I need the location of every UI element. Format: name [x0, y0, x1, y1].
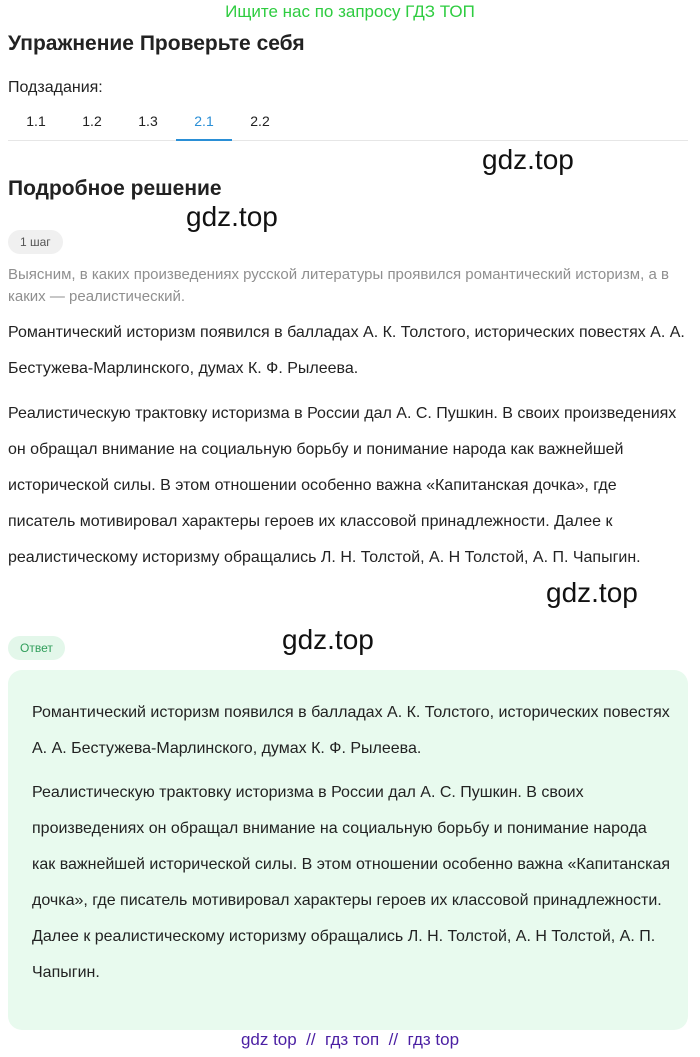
step-badge: 1 шаг [8, 230, 63, 254]
tab-1-1[interactable]: 1.1 [26, 113, 46, 129]
tab-2-1[interactable]: 2.1 [176, 103, 232, 141]
solution-title: Подробное решение [8, 177, 222, 200]
watermark: gdz.top [282, 624, 374, 655]
subtask-tabs [8, 103, 688, 141]
step-hint: Выясним, в каких произведениях русской литературы проявился романтический историзм, а в каких — реалистический. [8, 266, 669, 305]
watermark: gdz.top [186, 201, 278, 232]
solution-paragraph: Реалистическую трактовку историзма в России дал А. С. Пушкин. В своих произведениях он обращал внимание на социальную борьбу и понимание народа как важнейшей исторической силы. В этом отношении особенно важна «Капитанская дочка», где писатель мотивировал характеры героев их классовой принадлежности. Далее к реалистическому историзму обращались Л. Н. Толстой, А. Н Толстой, А. П. Чапыгин. [8, 405, 677, 566]
tab-2-2[interactable]: 2.2 [250, 113, 270, 129]
answer-box [8, 670, 688, 1030]
tab-1-3[interactable]: 1.3 [138, 113, 158, 129]
answer-paragraph: Реалистическую трактовку историзма в России дал А. С. Пушкин. В своих произведениях он обращал внимание на социальную борьбу и понимание народа как важнейшей исторической силы. В этом отношении особенно важна «Капитанская дочка», где писатель мотивировал характеры героев их классовой принадлежности. Далее к реалистическому историзму обращались Л. Н. Толстой, А. Н Толстой, А. П. Чапыгин. [32, 784, 670, 981]
answer-paragraph: Романтический историзм появился в балладах А. К. Толстого, исторических повестях А. А. Бестужева-Марлинского, думах К. Ф. Рылеева. [32, 704, 670, 757]
watermark: gdz.top [546, 577, 638, 608]
footer-links[interactable]: gdz top // гдз топ // гдз top [240, 1030, 460, 1049]
watermark: gdz.top [482, 144, 574, 175]
tab-1-2[interactable]: 1.2 [82, 113, 102, 129]
solution-paragraph: Романтический историзм появился в балладах А. К. Толстого, исторических повестях А. А. Бестужева-Марлинского, думах К. Ф. Рылеева. [8, 324, 685, 377]
top-banner: Ищите нас по запросу ГДЗ ТОП [225, 2, 475, 21]
subtasks-label: Подзадания: [8, 79, 103, 96]
answer-badge: Ответ [8, 636, 65, 660]
exercise-title: Упражнение Проверьте себя [8, 32, 305, 55]
